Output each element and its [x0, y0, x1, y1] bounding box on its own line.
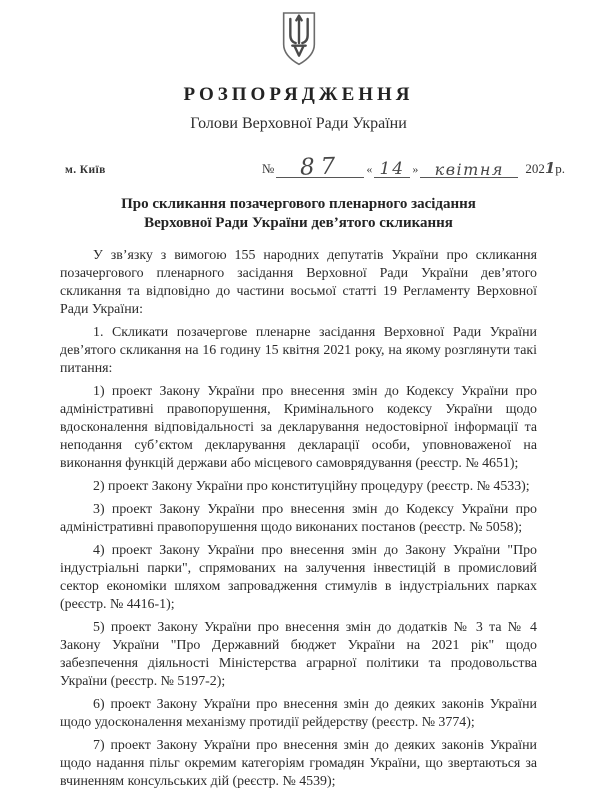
subject-heading	[60, 195, 537, 233]
agenda-item-1: 1) проект Закону України про внесення змін до Кодексу України про адміністративні правопорушення, Кримінального кодексу України щодо вдосконалення відповідальності за декларування недостовірної інформації та неподання суб’єктом декларування декларації особи, уповноваженої на виконання функцій держави або місцевого самоврядування (реєстр. № 4651);	[60, 384, 537, 471]
number-sign: №	[261, 161, 275, 176]
agenda-item-2: 2) проект Закону України про конституційну процедуру (реєстр. № 4533);	[93, 479, 530, 494]
year-block	[525, 159, 565, 178]
document-number-handwritten: 87	[299, 153, 342, 181]
agenda-item-7: 7) проект Закону України про внесення змін до деяких законів України щодо надання пільг окремим категоріям громадян України, що звертаються за вчиненням консульських дій (реєстр. № 4539);	[60, 738, 537, 789]
month-field	[420, 160, 518, 179]
year-printed: 202	[525, 161, 545, 176]
close-quote: »	[412, 162, 419, 176]
document-body	[60, 247, 537, 791]
agenda-item-5: 5) проект Закону України про внесення змін до додатків № 3 та № 4 Закону України "Про Державний бюджет України на 2021 рік" щодо забезпечення діяльності Міністерства аграрної політики та продовольства України (реєстр. № 5197-2);	[60, 620, 537, 689]
day-handwritten: 14	[379, 159, 406, 179]
agenda-item-4: 4) проект Закону України про внесення змін до Закону України "Про індустріальні парки", спрямованих на залучення інвестицій в промисловий сектор економіки шляхом запровадження стимулів в індустріальних парках (реєстр. № 4416-1);	[60, 543, 537, 612]
document-title: РОЗПОРЯДЖЕННЯ	[183, 84, 414, 105]
agenda-item-6: 6) проект Закону України про внесення змін до деяких законів України щодо удосконалення механізму протидії рейдерству (реєстр. № 3774);	[60, 697, 537, 730]
place-label: м. Київ	[65, 164, 106, 176]
open-quote: «	[366, 162, 373, 176]
month-handwritten: квітня	[434, 160, 504, 179]
paragraph-resolution: 1. Скликати позачергове пленарне засідання Верховної Ради України дев’ятого скликання на 16 годину 15 квітня 2021 року, на якому розглянути такі питання:	[60, 325, 537, 376]
subject-line-1: Про скликання позачергового пленарного засідання	[121, 196, 476, 212]
year-digit-handwritten: 1	[544, 159, 556, 177]
document-number-field	[276, 153, 364, 181]
subject-line-2: Верховної Ради України дев’ятого скликання	[144, 215, 453, 231]
agenda-item-3: 3) проект Закону України про внесення змін до Кодексу України про адміністративні правопорушення щодо виконаних постанов (реєстр. № 5058);	[60, 502, 537, 535]
dateline	[60, 153, 565, 181]
emblem-container	[60, 10, 537, 68]
number-date-block	[261, 153, 565, 181]
document-subtitle: Голови Верховної Ради України	[190, 115, 407, 132]
year-suffix: р.	[555, 161, 565, 176]
day-field	[374, 159, 410, 179]
ukraine-trident-emblem-icon	[279, 10, 319, 68]
paragraph-preamble: У зв’язку з вимогою 155 народних депутатів України про скликання позачергового пленарного засідання Верховної Ради України дев’ятого скликання та відповідно до частини восьмої статті 19 Регламенту Верховної Ради України:	[60, 248, 537, 317]
